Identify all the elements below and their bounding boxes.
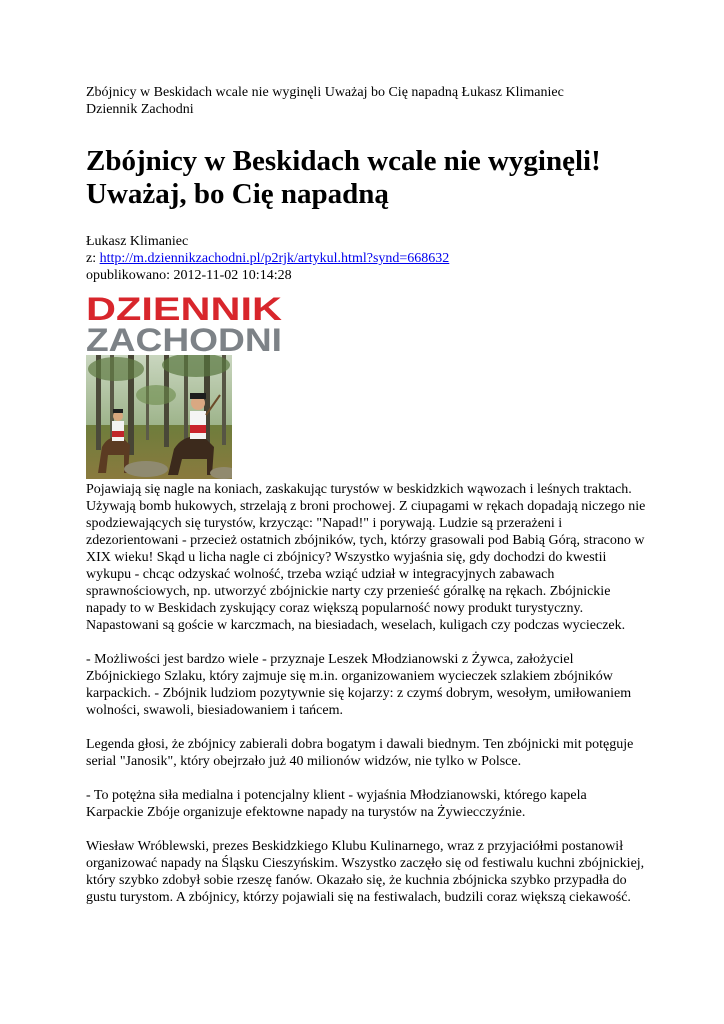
paragraph-3: Legenda głosi, że zbójnicy zabierali dobra bogatym i dawali biednym. Ten zbójnicki mit potęguje serial "Janosik", który obejrzało już 40 milionów widzów, nie tylko w Polsce.	[86, 737, 634, 769]
paragraph-4: - To potężna siła medialna i potencjalny klient - wyjaśnia Młodzianowski, którego kapela Karpackie Zbóje organizuje efektowne napady na turystów na Żywiecczyźnie.	[86, 788, 587, 820]
title-line-2: Uważaj, bo Cię napadną	[86, 178, 389, 210]
article-body	[86, 481, 646, 906]
paragraph-2: - Możliwości jest bardzo wiele - przyznaje Leszek Młodzianowski z Żywca, założyciel Zbójnickiego Szlaku, który zajmuje się m.in. organizowaniem wycieczek szlakiem zbójników karpackich. - Zbójnik ludziom pozytywnie się kojarzy: z czymś dobrym, wesołym, umiłowaniem wolności, swawoli, biesiadowaniem i tańcem.	[86, 652, 632, 718]
title-line-1: Zbójnicy w Beskidach wcale nie wyginęli!	[86, 145, 601, 177]
source-prefix: z:	[86, 251, 100, 266]
logo-line-1: DZIENNIK	[86, 293, 282, 327]
paragraph-1: Pojawiają się nagle na koniach, zaskakując turystów w beskidzkich wąwozach i leśnych traktach. Używają bomb hukowych, strzelają z broni prochowej. Z ciupagami w rękach dopadają niczego nie spodziewających się turystów, krzycząc: "Napad!" i porywają. Ludzie są przerażeni i zdezorientowani - przecież ostatnich zbójników, tych, którzy grasowali pod Babią Górą, stracono w XIX wieku! Skąd u licha nagle ci zbójnicy? Wszystko wyjaśnia się, gdy dochodzi do kwestii wykupu - chcąc odzyskać wolność, trzeba wziąć udział w integracyjnych zabawach sprawnościowych, np. utworzyć zbójnickie narty czy przenieść góralkę na rękach. Zbójnickie napady to w Beskidach zyskujący coraz większą popularność nowy produkt turystyczny. Napastowani są goście w karczmach, na biesiadach, weselach, kuligach czy podczas wycieczek.	[86, 482, 646, 633]
header-line-1: Zbójnicy w Beskidach wcale nie wyginęli Uważaj bo Cię napadną Łukasz Klimaniec	[86, 85, 564, 100]
logo-line-2: ZACHODNI	[86, 322, 282, 353]
document-page	[86, 84, 646, 923]
article-photo	[86, 355, 232, 479]
article-title	[86, 145, 646, 211]
source-line	[86, 250, 646, 267]
paragraph-5: Wiesław Wróblewski, prezes Beskidzkiego Klubu Kulinarnego, wraz z przyjaciółmi postanowił organizować napady na Śląsku Cieszyńskim. Wszystko zaczęło się od festiwalu kuchni zbójnickiej, który szybko zdobył sobie rzeszę fanów. Okazało się, że kuchnia zbójnicka szybko przypadła do gustu turystom. A zbójnicy, którzy pojawiali się na festiwalach, budzili coraz większą ciekawość.	[86, 839, 645, 905]
published-date: opublikowano: 2012-11-02 10:14:28	[86, 268, 292, 283]
source-link[interactable]: http://m.dziennikzachodni.pl/p2rjk/artykul.html?synd=668632	[99, 251, 450, 266]
header-line-2: Dziennik Zachodni	[86, 102, 194, 117]
author: Łukasz Klimaniec	[86, 234, 189, 249]
dziennik-zachodni-logo	[86, 293, 284, 353]
